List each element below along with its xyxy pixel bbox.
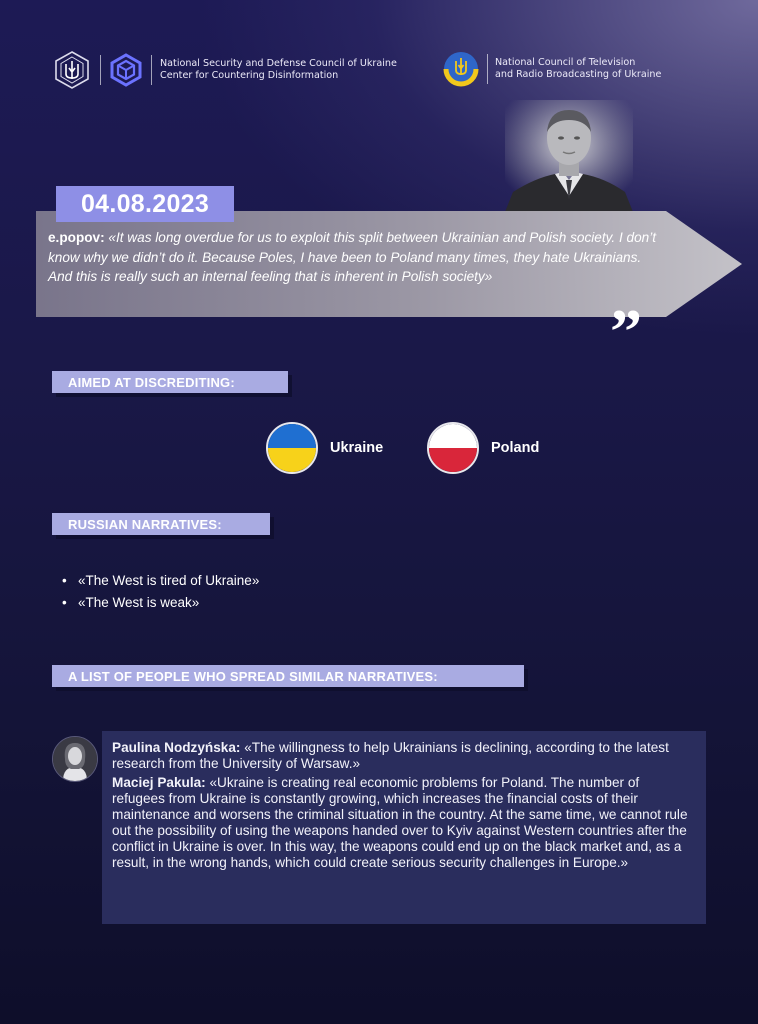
quote-body: «It was long overdue for us to exploit this split between Ukrainian and Polish society. I don’t know why we didn’t do it. Because Poles, I have been to Poland many times, they hate Ukrainians. And this is really such an internal feeling that is inherent in Polish society» xyxy=(48,230,656,284)
speaker-portrait xyxy=(505,100,633,212)
narrative-text: «The West is weak» xyxy=(78,595,200,610)
list-item: • «The West is weak» xyxy=(62,592,259,614)
ukraine-flag-icon xyxy=(266,422,318,474)
cube-logo-icon xyxy=(109,53,143,87)
header-divider xyxy=(100,55,101,85)
header-right-logos xyxy=(442,50,661,88)
target-name: Poland xyxy=(491,440,540,456)
header-divider xyxy=(487,54,488,84)
person-entry xyxy=(112,775,694,871)
poland-flag-icon xyxy=(427,422,479,474)
person-name: Maciej Pakula: xyxy=(112,775,206,790)
person-quote: «Ukraine is creating real economic problems for Poland. The number of refugees from Ukraine is constantly growing, which increases the financial costs of their maintenance and worsens the criminal situation in the country. At the same time, we cannot rule out the possibility of using the weapons handed over to Kyiv against Western countries after the conflict in Ukraine is over. In this way, the weapons could end up on the black market and, as a result, in the wrong hands, which could create serious security challenges in Europe.» xyxy=(112,775,688,870)
header-left-logos xyxy=(52,50,397,90)
date-badge: 04.08.2023 xyxy=(56,186,234,222)
list-item: • «The West is tired of Ukraine» xyxy=(62,570,259,592)
people-list-label: A LIST OF PEOPLE WHO SPREAD SIMILAR NARRATIVES: xyxy=(52,665,524,687)
aimed-at-label: AIMED AT DISCREDITING: xyxy=(52,371,288,393)
header-divider xyxy=(151,55,152,85)
person-name: Paulina Nodzyńska: xyxy=(112,740,241,755)
people-panel xyxy=(102,731,706,924)
person-entry xyxy=(112,740,694,772)
person-quote: «The willingness to help Ukrainians is declining, according to the latest research from the University of Warsaw.» xyxy=(112,740,669,771)
quote-speaker: e.popov: xyxy=(48,230,105,245)
tv-council-emblem-icon xyxy=(442,50,480,88)
narratives-label: RUSSIAN NARRATIVES: xyxy=(52,513,270,535)
target-name: Ukraine xyxy=(330,440,384,456)
closing-quote-icon: ” xyxy=(610,296,642,367)
nsdc-org-name: National Security and Defense Council of Ukraine Center for Countering Disinformation xyxy=(160,58,397,81)
trident-emblem-icon xyxy=(52,50,92,90)
tv-council-org-name: National Council of Television and Radio Broadcasting of Ukraine xyxy=(495,57,662,80)
narratives-list xyxy=(62,570,259,614)
narrative-text: «The West is tired of Ukraine» xyxy=(78,573,260,588)
featured-quote xyxy=(48,228,668,287)
avatar xyxy=(52,736,98,782)
target-poland xyxy=(427,422,539,474)
target-ukraine xyxy=(266,422,383,474)
